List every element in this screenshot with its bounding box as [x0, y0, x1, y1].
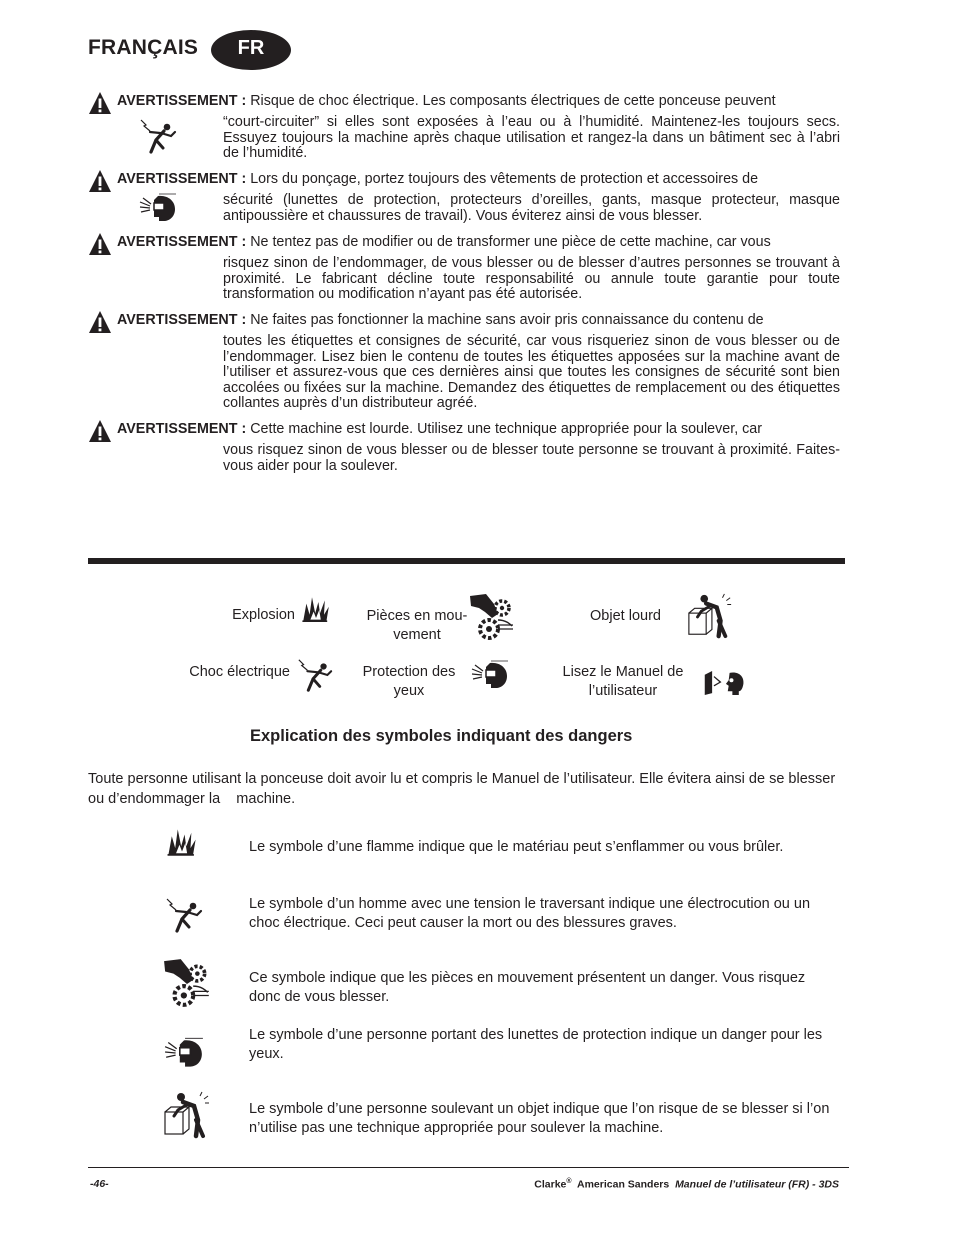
warning-text: Cette machine est lourde. Utilisez une technique appropriée pour la soulever, car — [250, 421, 763, 437]
warning-block — [88, 313, 840, 412]
eye-protection-icon — [470, 657, 510, 693]
warning-continuation: vous risquez sinon de vous blesser ou de blesser toute personne se trouvant à proximité. Faites-vous aider pour la soulever. — [223, 442, 840, 474]
warning-label: AVERTISSEMENT : — [117, 312, 247, 328]
flame-icon — [165, 826, 199, 860]
warning-triangle-icon — [88, 169, 112, 193]
footer-title — [534, 1178, 839, 1191]
footer-divider — [88, 1167, 849, 1168]
warning-continuation: toutes les étiquettes et consignes de sécurité, car vous risqueriez sinon de vous blesser ou de l’endommager. Lisez bien le contenu de toutes les étiquettes apposées sur la machine avant de l’utiliser et assurez-vous que ces dernières ainsi que toutes les consignes de sécurité sont bien accolées ou fixées sur la machine. Demandez des étiquettes de remplacement ou des étiquettes collantes auprès d’un distributeur agréé. — [223, 333, 840, 412]
symbol-label-explosion: Explosion — [232, 607, 295, 623]
read-manual-icon — [702, 668, 748, 698]
footer-company: American Sanders — [577, 1178, 670, 1191]
section-divider — [88, 558, 845, 564]
moving-parts-icon — [468, 592, 518, 642]
symbol-label-read-manual: Lisez le Manuel de l’utilisateur — [562, 664, 684, 699]
footer-brand: Clarke — [534, 1178, 567, 1191]
symbol-label-moving-parts: Pièces en mou- vement — [366, 608, 468, 643]
footer-reg: ® — [566, 1178, 572, 1185]
explanation-text: Le symbole d’un homme avec une tension le traversant indique une électrocution ou un choc électrique. Ceci peut causer la mort ou des blessures graves. — [249, 896, 811, 931]
warning-triangle-icon — [88, 419, 112, 443]
electric-shock-icon — [164, 895, 204, 935]
warning-label: AVERTISSEMENT : — [117, 93, 247, 109]
footer-manual: Manuel de l’utilisateur (FR) - 3DS — [675, 1178, 839, 1191]
warning-label: AVERTISSEMENT : — [117, 234, 247, 250]
page-number: -46- — [90, 1178, 109, 1190]
warning-text: Lors du ponçage, portez toujours des vêtements de protection et accessoires de — [250, 171, 759, 187]
warning-text: Ne faites pas fonctionner la machine sans avoir pris connaissance du contenu de — [250, 312, 764, 328]
explosion-icon — [300, 594, 332, 626]
warning-block — [88, 235, 840, 303]
symbol-label-eye-protection: Protection des yeux — [362, 664, 456, 699]
warning-triangle-icon — [88, 232, 112, 256]
warning-continuation: risquez sinon de l’endommager, de vous blesser ou de blesser d’autres personnes se trouvant à proximité. Le fabricant décline toute responsabilité ou annule toute garantie pour toute transformation ou modification n’ayant pas été autorisée. — [223, 255, 840, 303]
intro-paragraph: Toute personne utilisant la ponceuse doit avoir lu et compris le Manuel de l’utilisateur. Elle évitera ainsi de se blesser ou d’endommager la machine. — [88, 771, 836, 807]
section-heading: Explication des symboles indiquant des dangers — [250, 727, 633, 745]
explanation-text: Le symbole d’une flamme indique que le matériau peut s’enflammer ou vous brûler. — [249, 839, 784, 855]
warning-continuation: “court-circuiter” si elles sont exposées à l’eau ou à l’humidité. Maintenez-les toujours secs. Essuyez toujours la machine après chaque utilisation et rangez-la dans un bâtiment sec à l’abri de l’humidité. — [223, 114, 840, 162]
explanation-text: Ce symbole indique que les pièces en mouvement présentent un danger. Vous risquez donc de vous blesser. — [249, 970, 806, 1005]
heavy-lift-icon — [162, 1090, 212, 1140]
heavy-lift-icon — [686, 592, 734, 640]
explanation-text: Le symbole d’une personne portant des lunettes de protection indique un danger pour les yeux. — [249, 1027, 823, 1062]
warning-continuation: sécurité (lunettes de protection, protecteurs d’oreilles, gants, masque protecteur, masque antipoussière et chaussures de travail). Vous éviterez ainsi de vous blesser. — [223, 192, 840, 224]
electric-shock-icon — [138, 116, 178, 156]
eye-protection-icon — [138, 190, 178, 226]
moving-parts-icon — [162, 957, 214, 1009]
warning-text: Ne tentez pas de modifier ou de transformer une pièce de cette machine, car vous — [250, 234, 771, 250]
explanation-text: Le symbole d’une personne soulevant un objet indique que l’on risque de se blesser si l’on n’utilise pas une technique appropriée pour soulever la machine. — [249, 1101, 830, 1136]
electric-shock-icon — [296, 656, 334, 694]
eye-protection-icon — [163, 1034, 205, 1072]
warning-text: Risque de choc électrique. Les composants électriques de cette ponceuse peuvent — [250, 93, 776, 109]
warning-block — [88, 172, 840, 224]
warning-block — [88, 422, 840, 474]
warning-triangle-icon — [88, 91, 112, 115]
warning-label: AVERTISSEMENT : — [117, 421, 247, 437]
warning-label: AVERTISSEMENT : — [117, 171, 247, 187]
symbol-label-heavy-object: Objet lourd — [590, 608, 661, 624]
language-label: FRANÇAIS — [88, 36, 199, 59]
language-badge: FR — [211, 30, 291, 70]
warning-block — [88, 94, 840, 162]
warning-triangle-icon — [88, 310, 112, 334]
symbol-label-electric-shock: Choc électrique — [189, 664, 290, 680]
